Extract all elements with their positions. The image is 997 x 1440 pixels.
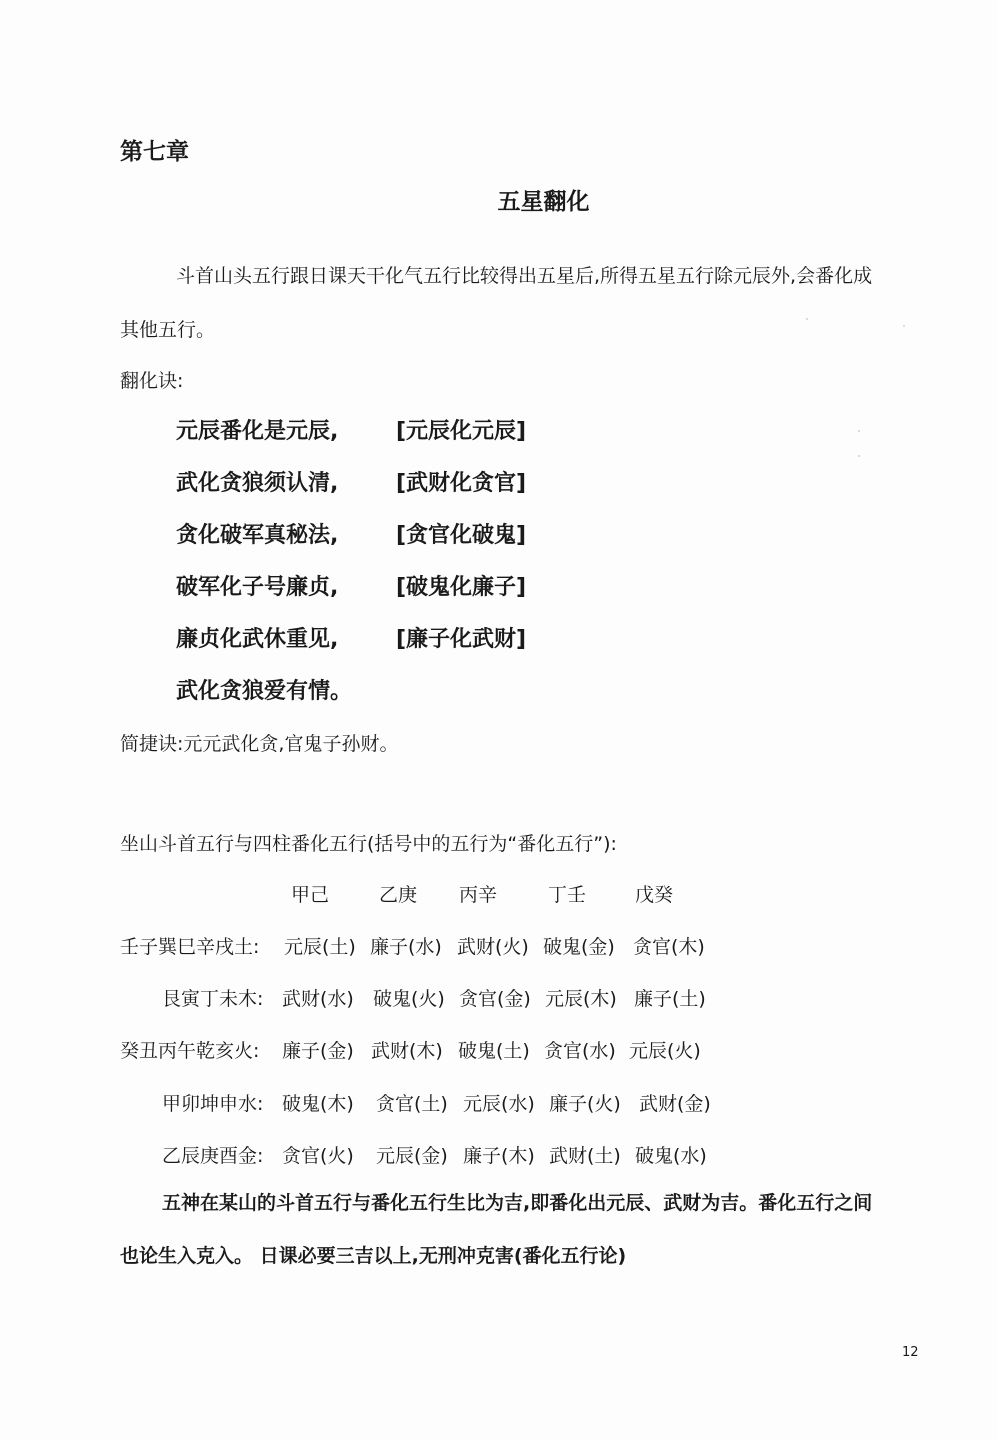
chapter-heading: 第七章	[120, 139, 189, 165]
column-header: 戊癸	[635, 884, 674, 906]
table-cell: 廉子(土)	[634, 988, 706, 1010]
table-cell: 元辰(火)	[629, 1040, 701, 1062]
verse-line: 贪化破军真秘法,	[176, 523, 339, 548]
verse-line: 破军化子号廉贞,	[176, 575, 339, 600]
conclusion-line-2: 也论生入克入。 日课必要三吉以上,无刑冲克害(番化五行论)	[120, 1245, 627, 1267]
verse-note: [元辰化元辰]	[396, 419, 527, 444]
column-header: 丁壬	[548, 884, 587, 906]
table-cell: 元辰(水)	[463, 1093, 535, 1115]
row-label: 艮寅丁未木:	[162, 988, 264, 1010]
table-cell: 武财(金)	[639, 1093, 711, 1115]
table-cell: 贪官(金)	[459, 988, 531, 1010]
column-header: 丙辛	[459, 884, 498, 906]
table-cell: 元辰(土)	[284, 936, 356, 958]
table-cell: 廉子(水)	[370, 936, 442, 958]
table-cell: 元辰(木)	[545, 988, 617, 1010]
verse-note: [武财化贪官]	[396, 471, 527, 496]
table-cell: 贪官(木)	[633, 936, 705, 958]
scan-speck	[806, 318, 808, 320]
table-cell: 破鬼(金)	[543, 936, 615, 958]
page-title: 五星翻化	[497, 189, 590, 215]
table-intro: 坐山斗首五行与四柱番化五行(括号中的五行为“番化五行”):	[120, 833, 617, 855]
verse-note: [贪官化破鬼]	[396, 523, 527, 548]
column-header: 乙庚	[379, 884, 418, 906]
verse-note: [破鬼化廉子]	[396, 575, 527, 600]
table-cell: 贪官(火)	[282, 1145, 354, 1167]
table-cell: 武财(木)	[371, 1040, 443, 1062]
column-header: 甲己	[291, 884, 330, 906]
table-cell: 破鬼(火)	[373, 988, 445, 1010]
verse-line: 武化贪狼爱有情。	[176, 679, 353, 704]
row-label: 乙辰庚酉金:	[162, 1145, 264, 1167]
verse-note: [廉子化武财]	[396, 627, 527, 652]
conclusion-line-1: 五神在某山的斗首五行与番化五行生比为吉,即番化出元辰、武财为吉。番化五行之间	[162, 1192, 873, 1214]
table-cell: 破鬼(土)	[458, 1040, 530, 1062]
verse-line: 元辰番化是元辰,	[176, 419, 339, 444]
row-label: 壬子巽巳辛戌土:	[120, 936, 260, 958]
table-cell: 破鬼(木)	[282, 1093, 354, 1115]
scan-speck	[903, 325, 905, 327]
scan-speck	[858, 455, 860, 457]
page-number: 12	[902, 1345, 919, 1360]
verse-label: 翻化诀:	[120, 370, 184, 392]
table-cell: 武财(土)	[549, 1145, 621, 1167]
short-formula: 简捷诀:元元武化贪,官鬼子孙财。	[120, 733, 399, 755]
table-cell: 贪官(水)	[544, 1040, 616, 1062]
row-label: 癸丑丙午乾亥火:	[120, 1040, 260, 1062]
table-cell: 武财(火)	[457, 936, 529, 958]
scan-speck	[858, 430, 860, 432]
row-label: 甲卯坤申水:	[162, 1093, 264, 1115]
paragraph-1-line-1: 斗首山头五行跟日课天干化气五行比较得出五星后,所得五星五行除元辰外,会番化成	[176, 265, 873, 287]
verse-line: 廉贞化武休重见,	[176, 627, 339, 652]
table-cell: 元辰(金)	[376, 1145, 448, 1167]
paragraph-1-line-2: 其他五行。	[120, 319, 216, 341]
table-cell: 廉子(火)	[549, 1093, 621, 1115]
table-cell: 武财(水)	[282, 988, 354, 1010]
table-cell: 廉子(木)	[463, 1145, 535, 1167]
table-cell: 贪官(土)	[376, 1093, 448, 1115]
table-cell: 廉子(金)	[282, 1040, 354, 1062]
table-cell: 破鬼(水)	[635, 1145, 707, 1167]
verse-line: 武化贪狼须认清,	[176, 471, 339, 496]
